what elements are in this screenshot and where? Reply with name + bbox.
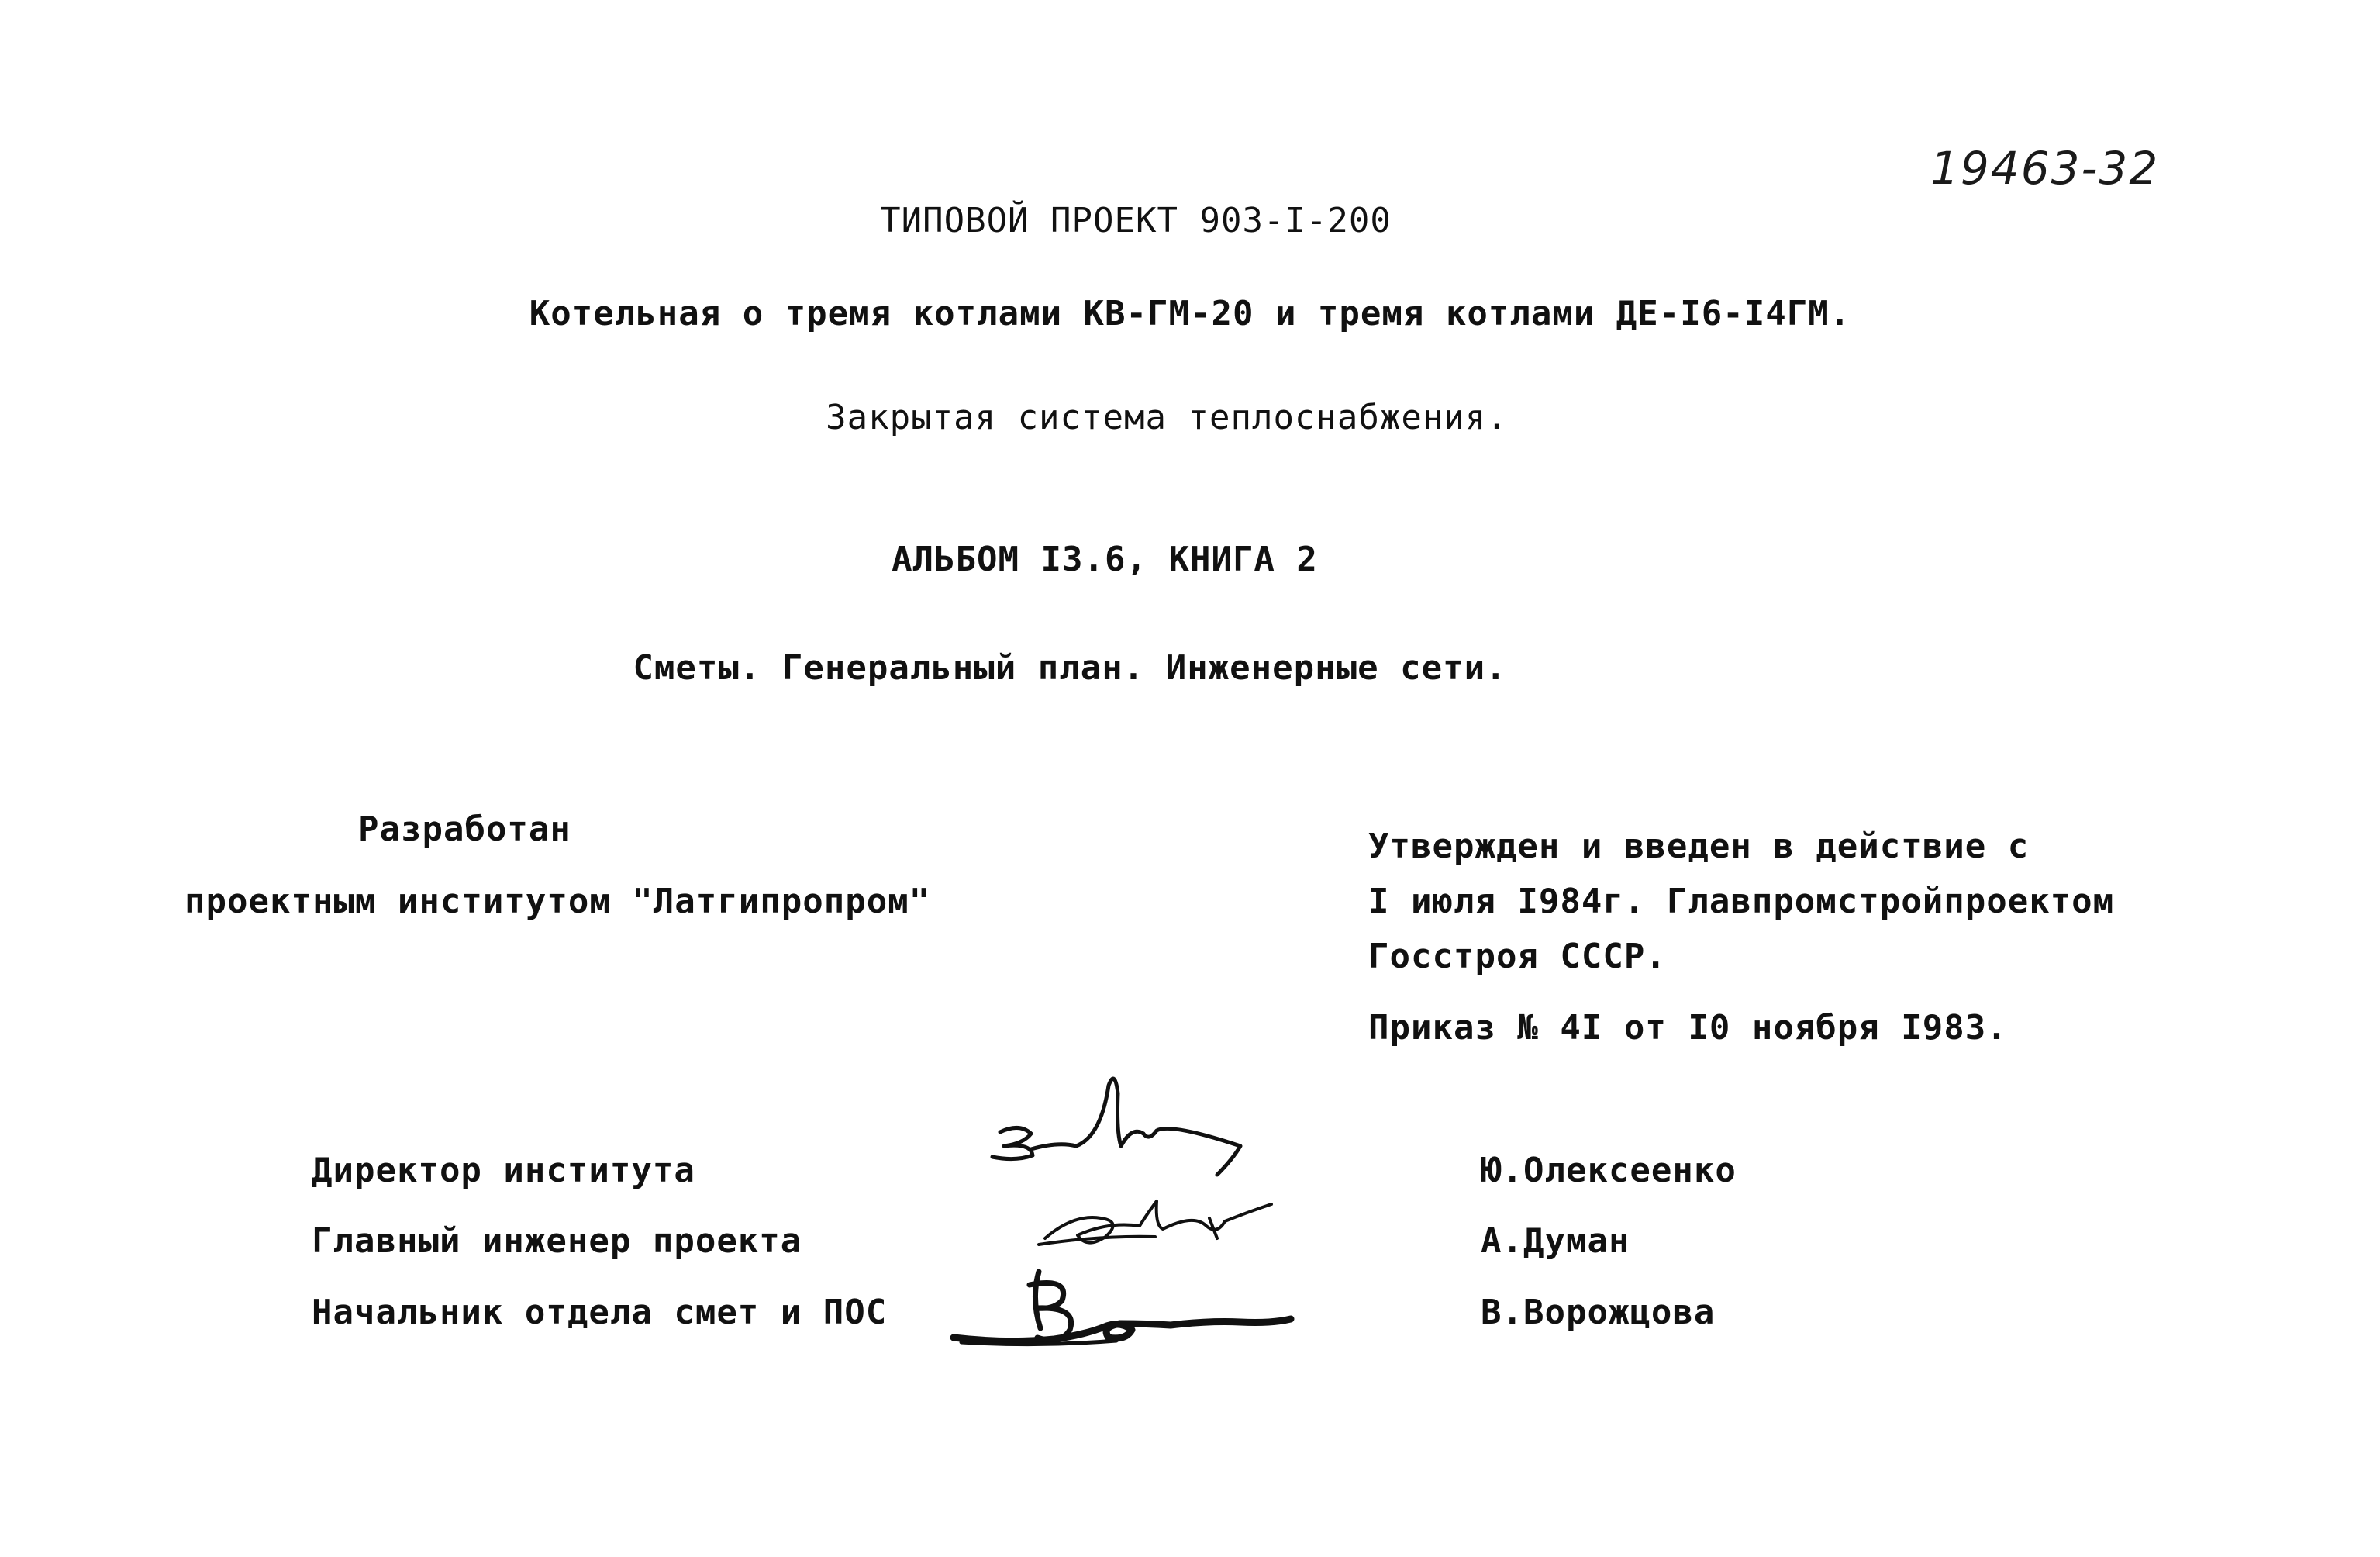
album-contents: Сметы. Генеральный план. Инженерные сети. (633, 648, 1507, 688)
approval-line-1: Утвержден и введен в действие с (1368, 827, 2030, 866)
signatory-name-chief-engineer: А.Думан (1481, 1221, 1630, 1261)
developed-by-institute: проектным институтом "Латгипропром" (185, 882, 931, 921)
signature-chief-engineer (1031, 1190, 1287, 1260)
album-title: АЛЬБОМ I3.6, КНИГА 2 (892, 540, 1318, 579)
project-subtitle-boilers: Котельная о тремя котлами КВ-ГМ-20 и тремя котлами ДЕ-I6-I4ГМ. (529, 294, 1851, 333)
signatory-role-director: Директор института (312, 1151, 695, 1190)
approval-line-2: I июля I984г. Главпромстройпроектом (1368, 882, 2115, 921)
signatory-role-estimates-head: Начальник отдела смет и ПОС (312, 1293, 888, 1332)
approval-line-3: Госстроя СССР. (1368, 937, 1667, 976)
project-title: ТИПОВОЙ ПРОЕКТ 903-I-200 (880, 201, 1392, 240)
handwritten-doc-number: 19463-32 (1930, 142, 2160, 195)
approval-order: Приказ № 4I от I0 ноября I983. (1368, 1008, 2008, 1048)
signature-estimates-head (946, 1260, 1302, 1361)
signature-director (985, 1062, 1264, 1194)
signatory-name-estimates-head: В.Ворожцова (1481, 1293, 1716, 1332)
developed-by-label: Разработан (358, 810, 571, 849)
signatory-name-director: Ю.Олексеенко (1481, 1151, 1737, 1190)
project-subtitle-system: Закрытая система теплоснабжения. (826, 398, 1508, 437)
signatory-role-chief-engineer: Главный инженер проекта (312, 1221, 802, 1261)
